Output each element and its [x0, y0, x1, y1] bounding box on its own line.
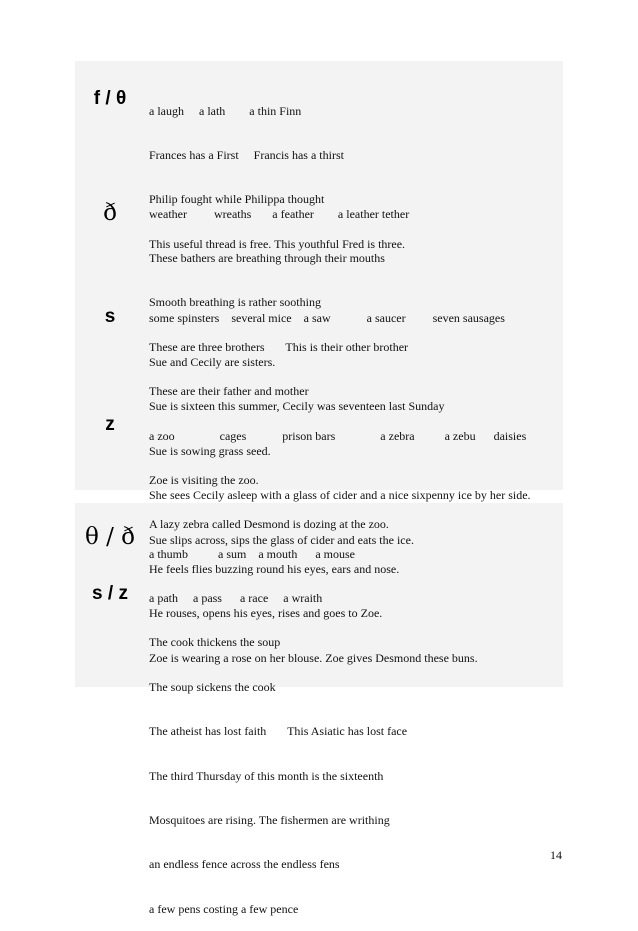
exercise-line: some spinsters several mice a saw a saucer seven sausages — [149, 310, 505, 325]
exercise-line: She sees Cecily asleep with a glass of cider and a nice sixpenny ice by her side. — [149, 488, 531, 503]
exercise-line: Sue is sixteen this summer, Cecily was seventeen last Sunday — [149, 399, 445, 414]
exercise-line: The third Thursday of this month is the sixteenth — [149, 768, 384, 783]
exercise-line: The soup sickens the cook — [149, 679, 276, 694]
exercise-line: A lazy zebra called Desmond is dozing at the zoo. — [149, 517, 389, 532]
phoneme-symbol-s-z: s / z — [92, 583, 128, 604]
exercise-line: Smooth breathing is rather soothing — [149, 295, 321, 310]
exercise-line: Sue is sowing grass seed. — [149, 443, 271, 458]
exercise-line: Sue and Cecily are sisters. — [149, 354, 276, 369]
exercise-line: He feels flies buzzing round his eyes, ears and nose. — [149, 561, 400, 576]
phoneme-symbol-eth: ð — [103, 200, 117, 226]
exercise-line: a zoo cages prison bars a zebra a zebu daisies — [149, 428, 527, 443]
exercise-line: a few pens costing a few pence — [149, 901, 299, 916]
exercise-line: These bathers are breathing through their mouths — [149, 250, 385, 265]
phoneme-symbol-theta-eth: θ / ð — [84, 524, 136, 550]
exercise-line: Sue slips across, sips the glass of cider and eats the ice. — [149, 532, 414, 547]
exercise-line: Zoe is wearing a rose on her blouse. Zoe gives Desmond these buns. — [149, 650, 478, 665]
exercise-line: a laugh a lath a thin Finn — [149, 103, 302, 118]
phoneme-symbol-f-theta: f / θ — [93, 88, 127, 109]
exercise-line: Mosquitoes are rising. The fishermen are writhing — [149, 812, 390, 827]
exercise-line: a thumb a sum a mouth a mouse — [149, 546, 355, 561]
exercise-line: The cook thickens the soup — [149, 635, 281, 650]
exercise-line: Philip fought while Philippa thought — [149, 192, 325, 207]
page-number: 14 — [550, 848, 562, 862]
exercise-line: an endless fence across the endless fens — [149, 857, 340, 872]
exercise-line: Frances has a First Francis has a thirst — [149, 147, 344, 162]
exercise-line: He rouses, opens his eyes, rises and goes to Zoe. — [149, 606, 383, 621]
exercise-line: These are their father and mother — [149, 384, 309, 399]
exercise-line: Zoe is visiting the zoo. — [149, 472, 259, 487]
exercise-line: The atheist has lost faith This Asiatic has lost face — [149, 724, 408, 739]
phoneme-symbol-s: s — [104, 306, 116, 327]
exercise-line: weather wreaths a feather a leather tether — [149, 206, 410, 221]
phoneme-symbol-z: z — [105, 414, 115, 435]
exercise-line: This useful thread is free. This youthful Fred is three. — [149, 236, 406, 251]
exercise-line: a path a pass a race a wraith — [149, 590, 323, 605]
exercise-lines-contrast — [149, 517, 564, 931]
exercise-line: These are three brothers This is their other brother — [149, 339, 409, 354]
